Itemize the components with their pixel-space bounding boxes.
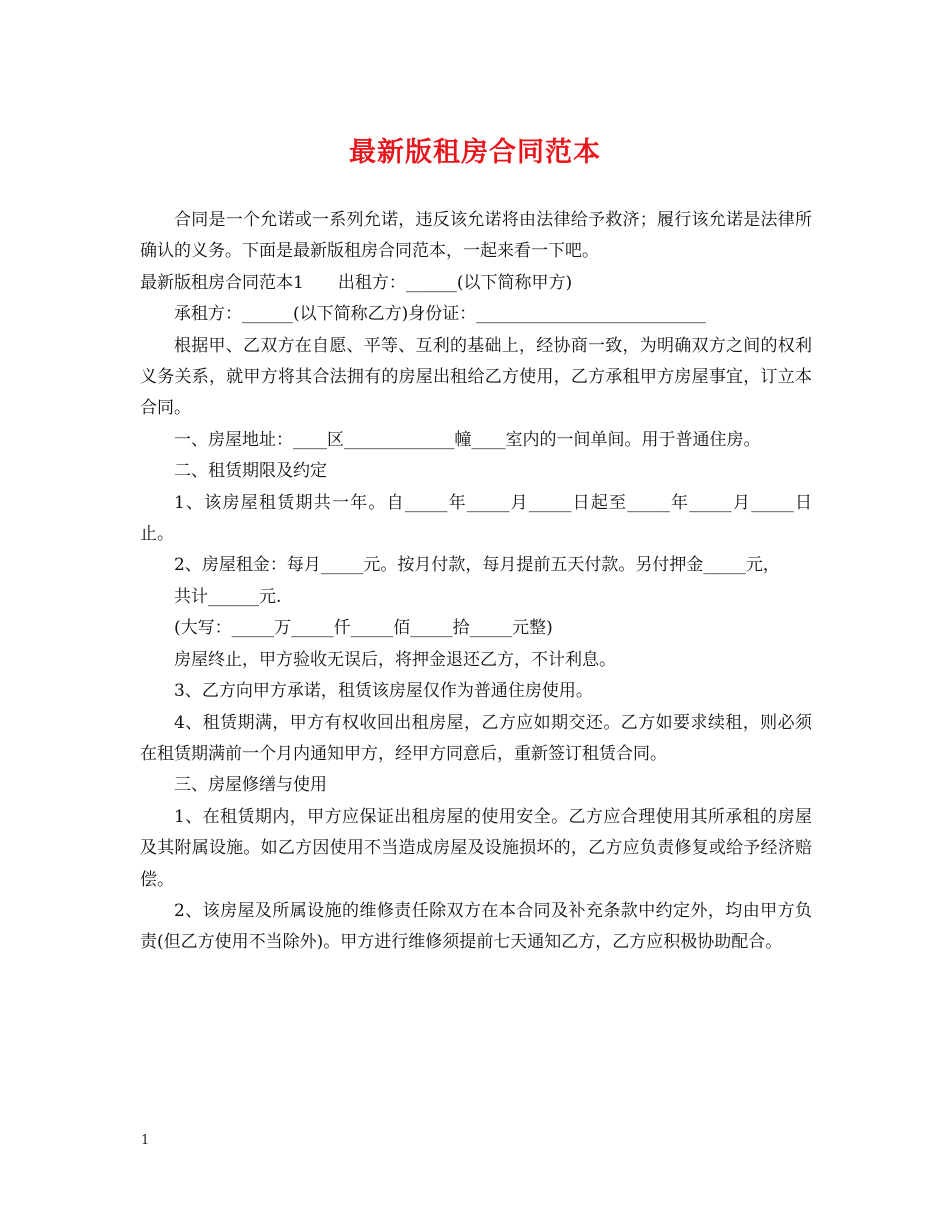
paragraph: (大写：_____万_____仟_____佰_____拾_____元整) xyxy=(174,618,553,639)
paragraph: 承租方：______(以下简称乙方)身份证：___________________________ xyxy=(174,304,706,325)
paragraph: 4、租赁期满，甲方有权收回出租房屋，乙方应如期交还。乙方如要求续租，则必须在租赁期满前一个月内通知甲方，经甲方同意后，重新签订租赁合同。 xyxy=(140,712,812,764)
paragraph: 一、房屋地址：____区_____________幢____室内的一间单间。用于普通住房。 xyxy=(174,429,761,450)
paragraph: 1、该房屋租赁期共一年。自_____年_____月_____日起至_____年_____月_____日止。 xyxy=(140,492,812,545)
paragraph: 最新版租房合同范本1 出租方：______(以下简称甲方) xyxy=(140,272,573,293)
paragraph: 三、房屋修缮与使用 xyxy=(174,775,327,796)
document-body xyxy=(140,205,812,959)
paragraph: 二、租赁期限及约定 xyxy=(174,461,327,482)
paragraph: 1、在租赁期内，甲方应保证出租房屋的使用安全。乙方应合理使用其所承租的房屋及其附属设施。如乙方因使用不当造成房屋及设施损坏的，乙方应负责修复或给予经济赔偿。 xyxy=(140,806,812,890)
paragraph: 2、房屋租金：每月_____元。按月付款，每月提前五天付款。另付押金_____元， xyxy=(174,555,780,576)
paragraph: 2、该房屋及所属设施的维修责任除双方在本合同及补充条款中约定外，均由甲方负责(但乙方使用不当除外)。甲方进行维修须提前七天通知乙方，乙方应积极协助配合。 xyxy=(140,900,812,953)
document-title: 最新版租房合同范本 xyxy=(349,137,601,168)
paragraph: 合同是一个允诺或一系列允诺，违反该允诺将由法律给予救济；履行该允诺是法律所确认的义务。下面是最新版租房合同范本，一起来看一下吧。 xyxy=(140,210,812,262)
paragraph: 3、乙方向甲方承诺，租赁该房屋仅作为普通住房使用。 xyxy=(174,681,593,702)
paragraph: 共计______元. xyxy=(174,586,282,607)
page-number: 1 xyxy=(141,1133,150,1148)
paragraph: 房屋终止，甲方验收无误后，将押金退还乙方，不计利息。 xyxy=(174,649,616,670)
paragraph: 根据甲、乙双方在自愿、平等、互利的基础上，经协商一致，为明确双方之间的权利义务关系，就甲方将其合法拥有的房屋出租给乙方使用，乙方承租甲方房屋事宜，订立本合同。 xyxy=(140,335,812,419)
